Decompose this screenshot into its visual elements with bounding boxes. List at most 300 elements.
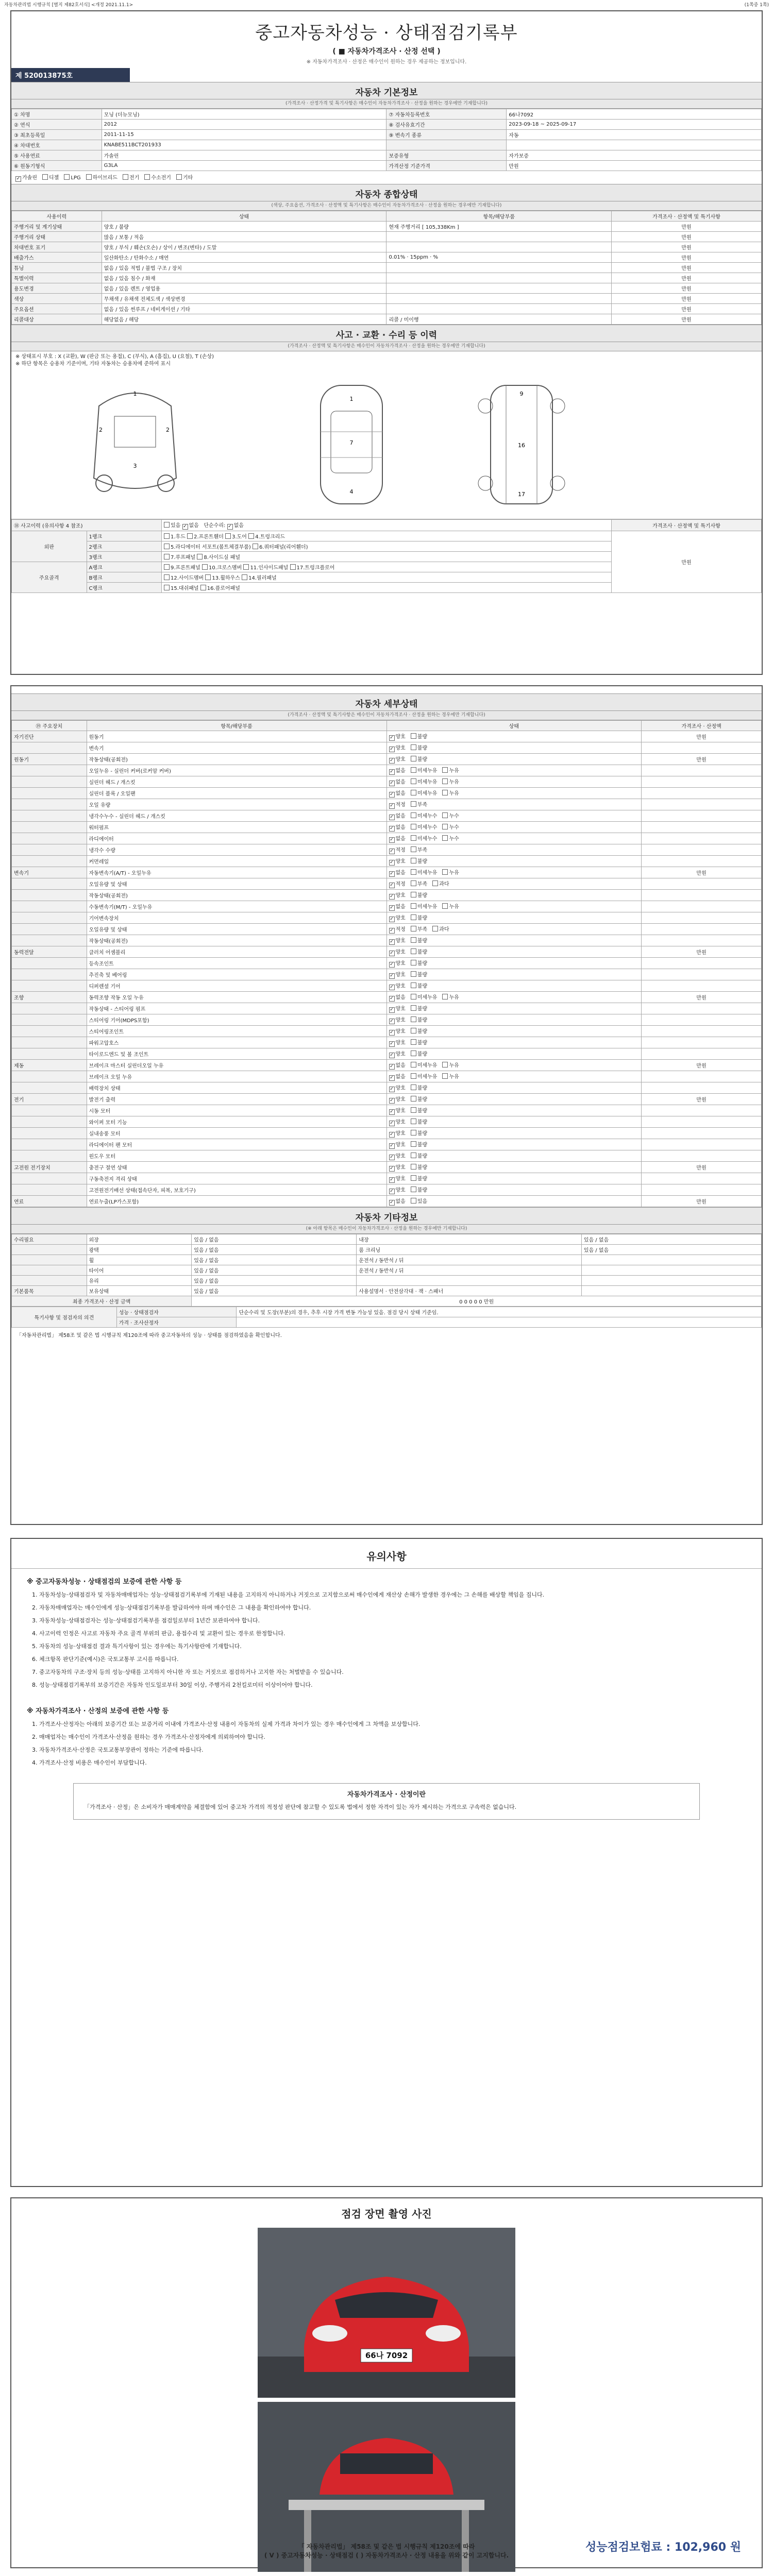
detail-row [12,867,762,878]
svg-text:2: 2 [166,427,170,433]
overall-state: 일산화탄소 / 탄화수소 / 매연 [102,252,386,263]
special-notes-table [11,1307,762,1328]
detail-header: 항목/해당부품 [87,721,386,731]
detail-part: 실린더 블록 / 오일팬 [87,788,386,799]
notice-item: 4. 가격조사·산정 비용은 매수인이 부담합니다. [32,1759,147,1766]
detail-state: ✓ 양호 불량 [386,1003,642,1014]
detail-row [12,980,762,992]
detail-price [642,765,762,776]
overall-price: 만원 [611,242,761,252]
detail-price [642,742,762,754]
detail-device [12,1128,87,1139]
accident-history-label: ⑱ 사고이력 (유의사항 4 참조) [12,520,162,531]
notice-item: 1. 자동차성능·상태점검자 및 자동차매매업자는 성능·상태점검기록부에 기재된 내용을 고지하지 아니하거나 거짓으로 고지함으로써 매수인에게 재산상 손해가 발생한 경우에는 그 손해를 배상할 책임을 집니다. [32,1591,545,1598]
notice-heading-2: ※ 자동차가격조사 · 산정의 보증에 관한 사항 등 [27,1707,169,1715]
overall-item: 주행거리 및 계기상태 [12,222,102,232]
detail-state: ✓ 양호 불량 [386,1150,642,1162]
detail-device [12,878,87,890]
detail-row [12,1060,762,1071]
overall-state: 없음 / 있음 침수 / 화재 [102,273,386,283]
detail-price: 만원 [642,1196,762,1207]
car-top-view-icon [300,375,403,514]
overall-row [12,304,762,314]
overall-row [12,263,762,273]
overall-row [12,252,762,263]
detail-part: 자동변속기(A/T) - 오일누유 [87,867,386,878]
overall-row [12,294,762,304]
detail-row [12,788,762,799]
detail-part: 실내송풍 모터 [87,1128,386,1139]
detail-part: 기어변속장치 [87,912,386,924]
detail-state: ✓ 양호 불량 [386,1139,642,1150]
detail-row [12,1003,762,1014]
detail-price [642,810,762,822]
section-note-accident: (가격조사 · 산정액 및 특기사항은 매수인이 자동차가격조사 · 산정을 원하는 경우에만 기재합니다) [11,342,762,351]
basic-value: 모닝 (더뉴모닝) [102,109,386,120]
appraiser-label: 가격 · 조사산정자 [116,1317,237,1328]
other-row [12,1286,762,1296]
detail-row [12,969,762,980]
detail-row [12,890,762,901]
overall-price: 만원 [611,232,761,242]
overall-item: 리콜대상 [12,314,102,325]
other-cell [12,1265,87,1276]
detail-state: ✓ 양호 불량 [386,731,642,742]
detail-price: 만원 [642,754,762,765]
svg-text:17: 17 [518,491,525,498]
detail-part: 동력조향 작동 오일 누유 [87,992,386,1003]
detail-device: 연료 [12,1196,87,1207]
section-note-overall: (색상, 주요옵션, 가격조사 · 산정액 및 특기사항은 매수인이 자동차가격조사 · 산정을 원하는 경우에만 기재합니다) [11,201,762,211]
notice-item: 5. 자동차의 성능·상태점검 결과 특기사항이 있는 경우에는 특기사항란에 기재합니다. [32,1643,242,1650]
detail-device [12,1116,87,1128]
detail-device [12,1014,87,1026]
accident-table: ⑱ 사고이력 (유의사항 4 참조) 있음 ✓없음 단순수리: ✓없음 가격조사 · 산정액 및 특기사항 외판 1랭크 1.후드 2.프론트휀더 3.도어 4.트렁크리드 만원 2랭크 5.라디에이터 서포트(볼트체결부품) 6.쿼터패널(리어휀더) 3랭크 7.루프패널 8.사이드실 패널 주요골격 A랭크 9.프론트패널 10.크로스멤버 11.인사이드패널 17.트렁크플로어 B랭크 12.사이드멤버 13.휠하우스 14.필러패널 C랭크 15.대쉬패널 16.플로어패널 [11,519,762,593]
detail-part: 스티어링 기어(MDPS포함) [87,1014,386,1026]
basic-label: ④ 차대번호 [12,140,102,150]
detail-row [12,1014,762,1026]
basic-value: 66나7092 [507,109,762,120]
footer-line-1: 「 자동차관리법」 제58조 및 같은 법 시행규칙 제120조에 따라 [298,2543,475,2550]
detail-device [12,1184,87,1196]
detail-part: 오일유량 및 상태 [87,878,386,890]
section-title-basic: 자동차 기본정보 [11,82,762,99]
overall-row [12,222,762,232]
detail-price: 만원 [642,1162,762,1173]
form-reference: 자동차관리법 시행규칙 [별지 제82호서식] <개정 2021.11.1> [4,2,133,8]
overall-row [12,314,762,325]
basic-value: 자동 [507,130,762,140]
overall-item: 차대번호 표기 [12,242,102,252]
detail-state: ✓ 양호 불량 [386,980,642,992]
detail-part: 타이로드엔드 및 볼 조인트 [87,1048,386,1060]
detail-part: 고전원전기배선 상태(접속단자, 피복, 보호기구) [87,1184,386,1196]
detail-part: 커먼레일 [87,856,386,867]
svg-text:1: 1 [133,391,137,397]
detail-price [642,1173,762,1184]
basic-label: ⑨ 변속기 종류 [386,130,507,140]
detail-price [642,822,762,833]
other-cell: 있음 / 없음 [192,1265,357,1276]
detail-state: ✓ 양호 불량 [386,1116,642,1128]
detail-price: 만원 [642,1060,762,1071]
detail-price [642,969,762,980]
detail-part: 연료누출(LP가스포함) [87,1196,386,1207]
basic-info-table [11,109,762,171]
other-cell: 있음 / 없음 [192,1276,357,1286]
detail-row [12,799,762,810]
detail-state: ✓ 적정 부족 과다 [386,878,642,890]
detail-price [642,924,762,935]
other-info-table [11,1234,762,1307]
detail-price: 만원 [642,1094,762,1105]
detail-state: ✓ 양호 불량 [386,946,642,958]
other-cell [581,1265,761,1276]
detail-price [642,901,762,912]
detail-price [642,1128,762,1139]
notice-heading-1: ※ 중고자동차성능 · 상태점검의 보증에 관한 사항 등 [27,1578,182,1586]
detail-price [642,1139,762,1150]
other-cell: 운전석 / 동반석 / 뒤 [357,1265,582,1276]
detail-state: ✓ 양호 불량 [386,1037,642,1048]
detail-state: ✓ 양호 불량 [386,1082,642,1094]
overall-row [12,242,762,252]
detail-price [642,890,762,901]
detail-part: 실린더 헤드 / 개스킷 [87,776,386,788]
detail-device [12,890,87,901]
detail-part: 냉각수누수 - 실린더 헤드 / 개스킷 [87,810,386,822]
detail-state: ✓ 양호 불량 [386,1173,642,1184]
section-title-accident: 사고 · 교환 · 수리 등 이력 [11,325,762,342]
basic-label: ① 차명 [12,109,102,120]
other-row [12,1234,762,1245]
detail-device [12,924,87,935]
detail-row [12,1026,762,1037]
other-cell: 기본품목 [12,1286,87,1296]
detail-device [12,799,87,810]
overall-detail [386,283,612,294]
notice-item: 3. 자동차가격조사·산정은 국토교통부장관이 정하는 기준에 따릅니다. [32,1747,204,1753]
detail-state: ✓ 없음 미세누수 누수 [386,833,642,844]
detail-row [12,1037,762,1048]
detail-device [12,1048,87,1060]
detail-price [642,799,762,810]
special-notes-text: 단순수리 및 도장(부분)의 경우, 추후 시장 가격 변동 가능성 있음. 점검 당시 상태 기준임. [237,1307,762,1317]
detail-state: ✓ 양호 불량 [386,1094,642,1105]
detail-part: 작동상태(공회전) [87,754,386,765]
detail-state: ✓ 없음 미세누유 누유 [386,867,642,878]
inspector-label: 성능 · 상태점검자 [116,1307,237,1317]
other-cell: 타이어 [87,1265,192,1276]
basic-row [12,161,762,171]
section-note-detail: (가격조사 · 산정액 및 특기사항은 매수인이 자동차가격조사 · 산정을 원하는 경우에만 기재합니다) [11,711,762,720]
detail-device [12,1173,87,1184]
overall-state: 없음 / 있음 렌트 / 영업용 [102,283,386,294]
detail-row [12,912,762,924]
accident-legend [11,351,762,370]
overall-price: 만원 [611,294,761,304]
detail-part: 배력장치 상태 [87,1082,386,1094]
overall-status-table [11,211,762,325]
detail-state: ✓ 양호 불량 [386,958,642,969]
detail-row [12,1082,762,1094]
notice-item: 3. 자동차성능·상태점검자는 성능·상태점검기록부를 점검일로부터 1년간 보관하여야 합니다. [32,1617,260,1624]
detail-device [12,958,87,969]
overall-state: 양호 / 부식 / 훼손(오손) / 상이 / 변조(변타) / 도말 [102,242,386,252]
detail-device: 자기진단 [12,731,87,742]
detail-part: 오일누유 - 실린더 커버(로커암 커버) [87,765,386,776]
basic-value: G3LA [102,161,386,171]
detail-price [642,1048,762,1060]
other-cell [581,1286,761,1296]
detail-price [642,912,762,924]
detail-part: 추진축 및 베어링 [87,969,386,980]
detail-part: 파워고압호스 [87,1037,386,1048]
basic-value: 2012 [102,120,386,130]
detail-row [12,754,762,765]
basic-value: 2011-11-15 [102,130,386,140]
detail-part: 라디에이터 팬 모터 [87,1139,386,1150]
detail-device [12,856,87,867]
detail-state: ✓ 적정 부족 [386,799,642,810]
final-price-label: 최종 가격조사 · 산정 금액 [12,1296,192,1307]
basic-value: 가솔린 [102,150,386,161]
overall-row [12,232,762,242]
final-price-value: 0 0 0 0 0 만원 [192,1296,762,1307]
detail-device: 변속기 [12,867,87,878]
main-parts-b: 12.사이드멤버 13.휠하우스 14.필러패널 [162,572,612,583]
basic-label: 보증유형 [386,150,507,161]
detail-part: 브레이크 오일 누유 [87,1071,386,1082]
detail-part: 윈도우 모터 [87,1150,386,1162]
box-text: 「가격조사 · 산정」은 소비자가 매매계약을 체결함에 있어 중고차 가격의 적정성 판단에 참고할 수 있도록 법에서 정한 자격이 있는 자가 제시하는 가격으로 구속력은 없습니다. [84,1804,517,1810]
overall-detail [386,263,612,273]
detail-state: ✓ 양호 불량 [386,912,642,924]
detail-row [12,1162,762,1173]
legend-note: ※ 하단 항목은 승용차 기준이며, 기타 자동차는 승용차에 준하여 표시 [15,361,171,367]
fuel-option[interactable]: 하이브리드 [86,175,117,181]
overall-state: 양호 / 불량 [102,222,386,232]
page-indicator: (1쪽중 1쪽) [744,2,769,8]
detail-part: 와이퍼 모터 기능 [87,1116,386,1128]
detail-device: 전기 [12,1094,87,1105]
detail-state: ✓ 양호 불량 [386,935,642,946]
detail-part: 작동상태(공회전) [87,890,386,901]
detail-state: ✓ 없음 미세누수 누수 [386,810,642,822]
fuel-option[interactable]: 수소전기 [144,175,171,181]
overall-detail [386,242,612,252]
detail-header: 상태 [386,721,642,731]
overall-row [12,283,762,294]
car-frame-view-icon [455,375,589,514]
sheet-basic [10,10,763,675]
detail-device [12,1003,87,1014]
detail-part: 클러치 어셈블리 [87,946,386,958]
overall-item: 주행거리 상태 [12,232,102,242]
other-cell [581,1255,761,1265]
detail-price [642,1037,762,1048]
other-cell: 사용설명서 · 안전삼각대 · 잭 · 스패너 [357,1286,582,1296]
detail-state: ✓ 없음 미세누유 누유 [386,901,642,912]
fuel-option[interactable]: 기타 [176,175,193,181]
overall-item: 색상 [12,294,102,304]
fuel-option[interactable]: ✓가솔린 [15,175,37,181]
basic-row [12,150,762,161]
detail-row [12,878,762,890]
detail-row [12,1105,762,1116]
detail-header: ⑲ 주요장치 [12,721,87,731]
fuel-option[interactable]: LPG [64,175,80,181]
detail-row [12,1128,762,1139]
overall-detail [386,273,612,283]
other-cell: 수리필요 [12,1234,87,1245]
basic-row [12,130,762,140]
basic-label: ⑦ 자동차등록번호 [386,109,507,120]
basic-row [12,120,762,130]
notice-item: 1. 가격조사·산정자는 아래의 보증기간 또는 보증거리 이내에 가격조사·산정 내용이 자동차의 실제 가격과 차이가 있는 경우 매수인에게 그 차액을 보상합니다. [32,1721,421,1727]
detail-price [642,878,762,890]
form-header-strip [0,0,773,8]
other-cell: 유리 [87,1276,192,1286]
detail-device [12,1071,87,1082]
detail-state: ✓ 없음 미세누유 누유 [386,776,642,788]
notice-item: 4. 사고이력 인정은 사고로 자동차 주요 골격 부위의 판금, 용접수리 및 교환이 있는 경우로 한정합니다. [32,1630,285,1637]
notice-item: 7. 중고자동차의 구조·장치 등의 성능·상태를 고지하지 아니한 자 또는 거짓으로 점검하거나 고지한 자는 처벌받을 수 있습니다. [32,1669,344,1675]
basic-label: ② 연식 [12,120,102,130]
detail-part: 작동상태(공회전) [87,935,386,946]
detail-part: 디퍼렌셜 기어 [87,980,386,992]
detail-price [642,980,762,992]
detail-price [642,1003,762,1014]
other-cell: 있음 / 없음 [192,1245,357,1255]
detail-price [642,1116,762,1128]
detail-row [12,1116,762,1128]
detail-part: 오일 유량 [87,799,386,810]
detail-device [12,742,87,754]
detail-row [12,992,762,1003]
detail-row [12,901,762,912]
detail-price [642,1105,762,1116]
detail-device [12,844,87,856]
detail-row [12,1048,762,1060]
inspection-photo-front [258,2228,515,2398]
detail-price [642,1150,762,1162]
detail-part: 라디에이터 [87,833,386,844]
car-front-photo-icon [258,2228,515,2398]
other-cell: 내장 [357,1234,582,1245]
notice-item: 2. 자동차매매업자는 매수인에게 성능·상태점검기록부를 발급하여야 하며 매수인은 그 내용을 확인하여야 합니다. [32,1604,311,1611]
detail-state: ✓ 없음 미세누유 누유 [386,788,642,799]
detail-price [642,776,762,788]
box-title: 자동차가격조사 · 산정이란 [347,1791,426,1799]
fuel-option[interactable]: 전기 [123,175,139,181]
plate-text: 66나 7092 [365,2351,408,2360]
detail-price [642,1184,762,1196]
other-cell [12,1276,87,1286]
detail-row [12,924,762,935]
sheet-notice [10,1538,763,2187]
basic-value [507,140,762,150]
detail-device [12,980,87,992]
detail-part: 워터펌프 [87,822,386,833]
detail-device: 조향 [12,992,87,1003]
svg-text:16: 16 [518,442,525,449]
overall-detail [386,232,612,242]
notice-title: 유의사항 [11,1539,762,1569]
appraisal-definition-box [73,1783,700,1820]
other-cell [357,1276,582,1286]
basic-label: ⑥ 원동기형식 [12,161,102,171]
detail-device: 동력전달 [12,946,87,958]
other-row [12,1265,762,1276]
detail-part: 시동 모터 [87,1105,386,1116]
overall-header: 항목/해당부품 [386,211,612,222]
detail-state: ✓ 없음 있음 [386,1196,642,1207]
detail-price [642,856,762,867]
section-title-detail: 자동차 세부상태 [11,693,762,711]
detail-row [12,1139,762,1150]
notice-item: 8. 성능·상태점검기록부의 보증기간은 자동차 인도일로부터 30일 이상, 주행거리 2천킬로미터 이상이어야 합니다. [32,1682,313,1688]
detail-row [12,742,762,754]
detail-row [12,731,762,742]
detail-row [12,856,762,867]
overall-detail: 0.01% · 15ppm · % [386,252,612,263]
detail-price [642,1082,762,1094]
basic-value: 만원 [507,161,762,171]
section-title-overall: 자동차 종합상태 [11,184,762,201]
overall-state: 없음 / 있음 적법 / 불법 구조 / 장치 [102,263,386,273]
detail-device [12,1139,87,1150]
accident-history-value: 있음 ✓없음 단순수리: ✓없음 [162,520,612,531]
main-parts-a: 9.프론트패널 10.크로스멤버 11.인사이드패널 17.트렁크플로어 [162,562,612,572]
fuel-options [11,171,762,184]
basic-value: KNABE511BCT201933 [102,140,386,150]
detail-device: 제동 [12,1060,87,1071]
other-cell [12,1255,87,1265]
detail-price [642,935,762,946]
detail-row [12,935,762,946]
detail-device [12,1150,87,1162]
detail-part: 브레이크 마스터 실린더오일 누유 [87,1060,386,1071]
special-notes-label: 특기사항 및 점검자의 의견 [12,1307,117,1328]
detail-row [12,1071,762,1082]
detail-device [12,912,87,924]
detail-state: ✓ 양호 불량 [386,1026,642,1037]
detail-state: ✓ 없음 미세누유 누유 [386,1071,642,1082]
svg-text:7: 7 [349,439,354,446]
other-cell: 있음 / 없음 [192,1255,357,1265]
detail-row [12,810,762,822]
detail-row [12,1196,762,1207]
photo-title: 점검 장면 촬영 사진 [341,2208,432,2220]
detail-device [12,1037,87,1048]
overall-header: 상태 [102,211,386,222]
overall-detail: 현재 주행거리 [ 105,338Km ] [386,222,612,232]
footer-declaration [11,2543,762,2560]
other-cell: 광택 [87,1245,192,1255]
footer-line-2: ( V ) 중고자동차성능 · 상태점검 ( ) 자동차가격조사 · 산정 내용을 위와 같이 고지합니다. [264,2552,509,2559]
fuel-option[interactable]: 디젤 [42,175,59,181]
detail-device [12,822,87,833]
section-title-other: 자동차 기타정보 [11,1207,762,1225]
detail-device [12,810,87,822]
other-cell: 휠 [87,1255,192,1265]
detail-part: 냉각수 수량 [87,844,386,856]
svg-text:4: 4 [349,488,354,495]
overall-price: 만원 [611,273,761,283]
detail-state: ✓ 양호 불량 [386,742,642,754]
overall-price: 만원 [611,304,761,314]
